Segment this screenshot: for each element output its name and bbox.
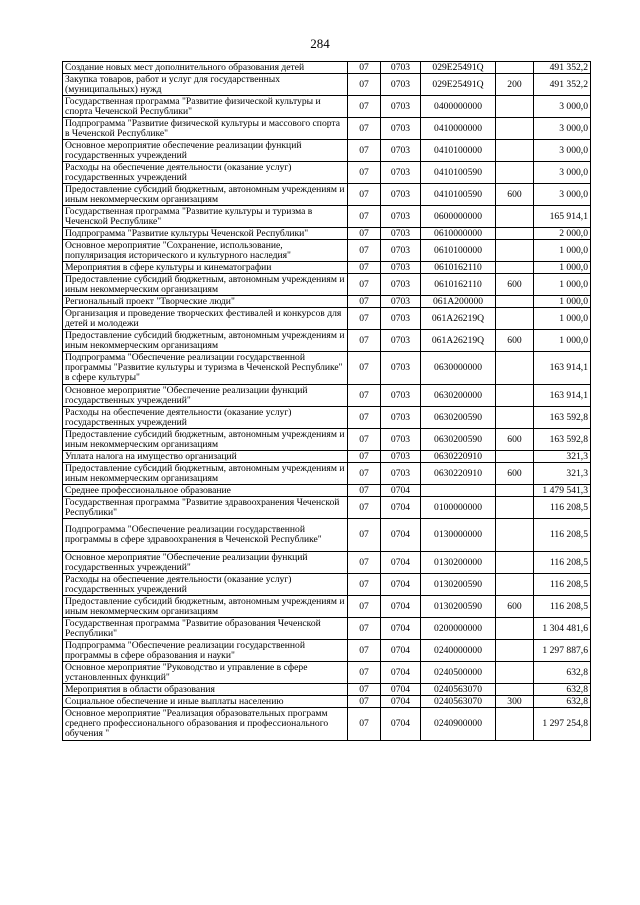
table-row bbox=[63, 330, 591, 352]
table-row bbox=[63, 407, 591, 429]
row-subsection-cell: 0703 bbox=[381, 206, 421, 228]
row-amount-cell: 1 000,0 bbox=[534, 262, 591, 274]
row-section-cell: 07 bbox=[348, 552, 381, 574]
row-expense-type-cell bbox=[496, 684, 534, 696]
table-row bbox=[63, 184, 591, 206]
row-expense-type-cell bbox=[496, 708, 534, 741]
row-expense-type-cell bbox=[496, 140, 534, 162]
row-amount-cell: 491 352,2 bbox=[534, 62, 591, 74]
row-name-cell: Основное мероприятие "Обеспечение реализации функций государственных учреждений" bbox=[63, 552, 348, 574]
row-name-cell: Закупка товаров, работ и услуг для государственных (муниципальных) нужд bbox=[63, 74, 348, 96]
table-row bbox=[63, 74, 591, 96]
row-target-article-cell: 0130000000 bbox=[421, 519, 496, 552]
budget-table-body bbox=[63, 62, 591, 741]
row-section-cell: 07 bbox=[348, 352, 381, 385]
row-section-cell: 07 bbox=[348, 497, 381, 519]
row-subsection-cell: 0703 bbox=[381, 62, 421, 74]
row-name-cell: Основное мероприятие обеспечение реализации функций государственных учреждений bbox=[63, 140, 348, 162]
row-subsection-cell: 0704 bbox=[381, 640, 421, 662]
row-section-cell: 07 bbox=[348, 407, 381, 429]
row-expense-type-cell bbox=[496, 296, 534, 308]
row-expense-type-cell bbox=[496, 206, 534, 228]
row-expense-type-cell bbox=[496, 618, 534, 640]
row-amount-cell: 116 208,5 bbox=[534, 519, 591, 552]
row-target-article-cell: 0130200590 bbox=[421, 596, 496, 618]
row-target-article-cell: 0410100000 bbox=[421, 140, 496, 162]
row-amount-cell: 116 208,5 bbox=[534, 574, 591, 596]
row-name-cell: Создание новых мест дополнительного образования детей bbox=[63, 62, 348, 74]
row-subsection-cell: 0704 bbox=[381, 552, 421, 574]
row-amount-cell: 1 297 887,6 bbox=[534, 640, 591, 662]
row-subsection-cell: 0703 bbox=[381, 96, 421, 118]
row-subsection-cell: 0704 bbox=[381, 485, 421, 497]
row-subsection-cell: 0703 bbox=[381, 118, 421, 140]
row-name-cell: Предоставление субсидий бюджетным, автономным учреждениям и иным некоммерческим организациям bbox=[63, 330, 348, 352]
row-target-article-cell bbox=[421, 485, 496, 497]
row-expense-type-cell bbox=[496, 96, 534, 118]
row-name-cell: Подпрограмма "Развитие физической культуры и массового спорта в Чеченской Республике" bbox=[63, 118, 348, 140]
row-name-cell: Предоставление субсидий бюджетным, автономным учреждениям и иным некоммерческим организациям bbox=[63, 463, 348, 485]
table-row bbox=[63, 308, 591, 330]
row-name-cell: Среднее профессиональное образование bbox=[63, 485, 348, 497]
row-section-cell: 07 bbox=[348, 62, 381, 74]
row-expense-type-cell bbox=[496, 574, 534, 596]
row-subsection-cell: 0703 bbox=[381, 228, 421, 240]
row-amount-cell: 163 914,1 bbox=[534, 352, 591, 385]
row-expense-type-cell bbox=[496, 497, 534, 519]
row-target-article-cell: 029E25491Q bbox=[421, 74, 496, 96]
table-row bbox=[63, 662, 591, 684]
table-row bbox=[63, 696, 591, 708]
table-row bbox=[63, 385, 591, 407]
page-number: 284 bbox=[310, 36, 330, 51]
row-amount-cell: 1 297 254,8 bbox=[534, 708, 591, 741]
table-row bbox=[63, 618, 591, 640]
row-name-cell: Предоставление субсидий бюджетным, автономным учреждениям и иным некоммерческим организациям bbox=[63, 274, 348, 296]
row-expense-type-cell bbox=[496, 352, 534, 385]
row-amount-cell: 1 000,0 bbox=[534, 240, 591, 262]
row-expense-type-cell: 600 bbox=[496, 463, 534, 485]
row-subsection-cell: 0703 bbox=[381, 429, 421, 451]
row-expense-type-cell: 600 bbox=[496, 330, 534, 352]
row-section-cell: 07 bbox=[348, 118, 381, 140]
row-amount-cell: 3 000,0 bbox=[534, 184, 591, 206]
row-subsection-cell: 0703 bbox=[381, 140, 421, 162]
row-name-cell: Подпрограмма "Обеспечение реализации государственной программы в сфере здравоохранения в Чеченской Республике" bbox=[63, 519, 348, 552]
row-amount-cell: 1 000,0 bbox=[534, 296, 591, 308]
row-expense-type-cell bbox=[496, 407, 534, 429]
row-expense-type-cell bbox=[496, 485, 534, 497]
row-target-article-cell: 0240000000 bbox=[421, 640, 496, 662]
row-expense-type-cell bbox=[496, 118, 534, 140]
row-subsection-cell: 0704 bbox=[381, 497, 421, 519]
row-section-cell: 07 bbox=[348, 308, 381, 330]
table-row bbox=[63, 162, 591, 184]
table-row bbox=[63, 206, 591, 228]
row-target-article-cell: 061A26219Q bbox=[421, 330, 496, 352]
row-subsection-cell: 0703 bbox=[381, 451, 421, 463]
row-subsection-cell: 0703 bbox=[381, 262, 421, 274]
row-target-article-cell: 0630200590 bbox=[421, 407, 496, 429]
row-amount-cell: 632,8 bbox=[534, 662, 591, 684]
row-subsection-cell: 0703 bbox=[381, 162, 421, 184]
row-section-cell: 07 bbox=[348, 662, 381, 684]
table-row bbox=[63, 574, 591, 596]
row-amount-cell: 1 000,0 bbox=[534, 330, 591, 352]
row-section-cell: 07 bbox=[348, 696, 381, 708]
row-section-cell: 07 bbox=[348, 684, 381, 696]
row-name-cell: Мероприятия в области образования bbox=[63, 684, 348, 696]
row-amount-cell: 3 000,0 bbox=[534, 140, 591, 162]
row-subsection-cell: 0703 bbox=[381, 330, 421, 352]
row-target-article-cell: 0240500000 bbox=[421, 662, 496, 684]
table-row bbox=[63, 463, 591, 485]
row-section-cell: 07 bbox=[348, 330, 381, 352]
row-subsection-cell: 0703 bbox=[381, 240, 421, 262]
row-subsection-cell: 0704 bbox=[381, 662, 421, 684]
table-row bbox=[63, 451, 591, 463]
row-expense-type-cell bbox=[496, 308, 534, 330]
row-expense-type-cell: 600 bbox=[496, 429, 534, 451]
table-row bbox=[63, 552, 591, 574]
row-subsection-cell: 0703 bbox=[381, 184, 421, 206]
row-subsection-cell: 0703 bbox=[381, 74, 421, 96]
row-subsection-cell: 0704 bbox=[381, 684, 421, 696]
row-name-cell: Предоставление субсидий бюджетным, автономным учреждениям и иным некоммерческим организациям bbox=[63, 596, 348, 618]
row-section-cell: 07 bbox=[348, 262, 381, 274]
row-name-cell: Подпрограмма "Обеспечение реализации государственной программы "Развитие культуры и туризма в Чеченской Республике" в сфере культуры" bbox=[63, 352, 348, 385]
row-name-cell: Организация и проведение творческих фестивалей и конкурсов для детей и молодежи bbox=[63, 308, 348, 330]
row-target-article-cell: 0630000000 bbox=[421, 352, 496, 385]
row-amount-cell: 1 304 481,6 bbox=[534, 618, 591, 640]
row-target-article-cell: 0630220910 bbox=[421, 463, 496, 485]
row-expense-type-cell bbox=[496, 228, 534, 240]
row-amount-cell: 116 208,5 bbox=[534, 552, 591, 574]
row-name-cell: Государственная программа "Развитие образования Чеченской Республики" bbox=[63, 618, 348, 640]
table-row bbox=[63, 274, 591, 296]
table-row bbox=[63, 240, 591, 262]
row-amount-cell: 116 208,5 bbox=[534, 596, 591, 618]
row-expense-type-cell: 600 bbox=[496, 596, 534, 618]
row-name-cell: Мероприятия в сфере культуры и кинематографии bbox=[63, 262, 348, 274]
table-row bbox=[63, 684, 591, 696]
row-name-cell: Расходы на обеспечение деятельности (оказание услуг) государственных учреждений bbox=[63, 162, 348, 184]
row-subsection-cell: 0704 bbox=[381, 708, 421, 741]
row-name-cell: Основное мероприятие "Обеспечение реализации функций государственных учреждений" bbox=[63, 385, 348, 407]
row-amount-cell: 1 479 541,3 bbox=[534, 485, 591, 497]
row-target-article-cell: 0600000000 bbox=[421, 206, 496, 228]
row-subsection-cell: 0703 bbox=[381, 385, 421, 407]
row-expense-type-cell bbox=[496, 640, 534, 662]
row-section-cell: 07 bbox=[348, 596, 381, 618]
row-expense-type-cell bbox=[496, 240, 534, 262]
row-section-cell: 07 bbox=[348, 228, 381, 240]
table-row bbox=[63, 519, 591, 552]
row-name-cell: Основное мероприятие "Сохранение, использование, популяризация исторического и культурного наследия" bbox=[63, 240, 348, 262]
row-target-article-cell: 061A200000 bbox=[421, 296, 496, 308]
row-expense-type-cell bbox=[496, 62, 534, 74]
row-subsection-cell: 0703 bbox=[381, 296, 421, 308]
row-section-cell: 07 bbox=[348, 574, 381, 596]
row-target-article-cell: 0610000000 bbox=[421, 228, 496, 240]
row-target-article-cell: 0400000000 bbox=[421, 96, 496, 118]
row-target-article-cell: 0100000000 bbox=[421, 497, 496, 519]
row-expense-type-cell: 600 bbox=[496, 274, 534, 296]
row-expense-type-cell bbox=[496, 519, 534, 552]
row-expense-type-cell: 200 bbox=[496, 74, 534, 96]
row-amount-cell: 2 000,0 bbox=[534, 228, 591, 240]
table-row bbox=[63, 140, 591, 162]
row-target-article-cell: 0410000000 bbox=[421, 118, 496, 140]
row-section-cell: 07 bbox=[348, 74, 381, 96]
row-target-article-cell: 0630220910 bbox=[421, 451, 496, 463]
row-name-cell: Основное мероприятие "Руководство и управление в сфере установленных функций" bbox=[63, 662, 348, 684]
row-subsection-cell: 0704 bbox=[381, 618, 421, 640]
row-subsection-cell: 0703 bbox=[381, 352, 421, 385]
row-section-cell: 07 bbox=[348, 429, 381, 451]
row-amount-cell: 632,8 bbox=[534, 696, 591, 708]
row-name-cell: Уплата налога на имущество организаций bbox=[63, 451, 348, 463]
row-section-cell: 07 bbox=[348, 240, 381, 262]
row-expense-type-cell bbox=[496, 262, 534, 274]
row-subsection-cell: 0703 bbox=[381, 308, 421, 330]
row-name-cell: Региональный проект "Творческие люди" bbox=[63, 296, 348, 308]
row-name-cell: Предоставление субсидий бюджетным, автономным учреждениям и иным некоммерческим организациям bbox=[63, 429, 348, 451]
row-section-cell: 07 bbox=[348, 640, 381, 662]
row-subsection-cell: 0704 bbox=[381, 574, 421, 596]
row-name-cell: Подпрограмма "Обеспечение реализации государственной программы в сфере образования и науки" bbox=[63, 640, 348, 662]
row-amount-cell: 632,8 bbox=[534, 684, 591, 696]
row-subsection-cell: 0703 bbox=[381, 407, 421, 429]
table-row bbox=[63, 485, 591, 497]
row-amount-cell: 163 592,8 bbox=[534, 429, 591, 451]
row-expense-type-cell bbox=[496, 162, 534, 184]
row-target-article-cell: 0130200000 bbox=[421, 552, 496, 574]
row-section-cell: 07 bbox=[348, 274, 381, 296]
row-section-cell: 07 bbox=[348, 451, 381, 463]
row-target-article-cell: 0610162110 bbox=[421, 274, 496, 296]
row-section-cell: 07 bbox=[348, 708, 381, 741]
table-row bbox=[63, 497, 591, 519]
row-target-article-cell: 0240900000 bbox=[421, 708, 496, 741]
row-expense-type-cell: 600 bbox=[496, 184, 534, 206]
row-subsection-cell: 0704 bbox=[381, 696, 421, 708]
table-row bbox=[63, 640, 591, 662]
row-expense-type-cell: 300 bbox=[496, 696, 534, 708]
row-section-cell: 07 bbox=[348, 206, 381, 228]
row-amount-cell: 491 352,2 bbox=[534, 74, 591, 96]
row-amount-cell: 116 208,5 bbox=[534, 497, 591, 519]
row-section-cell: 07 bbox=[348, 519, 381, 552]
row-section-cell: 07 bbox=[348, 463, 381, 485]
table-row bbox=[63, 429, 591, 451]
row-amount-cell: 3 000,0 bbox=[534, 118, 591, 140]
row-name-cell: Основное мероприятие "Реализация образовательных программ среднего профессионального образования и профессионального обучения " bbox=[63, 708, 348, 741]
row-target-article-cell: 061A26219Q bbox=[421, 308, 496, 330]
table-row bbox=[63, 118, 591, 140]
row-name-cell: Подпрограмма "Развитие культуры Чеченской Республики" bbox=[63, 228, 348, 240]
table-row bbox=[63, 296, 591, 308]
table-row bbox=[63, 262, 591, 274]
row-target-article-cell: 0240563070 bbox=[421, 684, 496, 696]
row-name-cell: Государственная программа "Развитие физической культуры и спорта Чеченской Республики" bbox=[63, 96, 348, 118]
table-row bbox=[63, 596, 591, 618]
row-target-article-cell: 0410100590 bbox=[421, 184, 496, 206]
row-target-article-cell: 0200000000 bbox=[421, 618, 496, 640]
row-target-article-cell: 0630200590 bbox=[421, 429, 496, 451]
row-amount-cell: 163 592,8 bbox=[534, 407, 591, 429]
row-target-article-cell: 0610100000 bbox=[421, 240, 496, 262]
row-section-cell: 07 bbox=[348, 162, 381, 184]
row-target-article-cell: 0630200000 bbox=[421, 385, 496, 407]
row-name-cell: Государственная программа "Развитие здравоохранения Чеченской Республики" bbox=[63, 497, 348, 519]
row-name-cell: Предоставление субсидий бюджетным, автономным учреждениям и иным некоммерческим организациям bbox=[63, 184, 348, 206]
row-target-article-cell: 029E25491Q bbox=[421, 62, 496, 74]
row-expense-type-cell bbox=[496, 662, 534, 684]
row-amount-cell: 3 000,0 bbox=[534, 96, 591, 118]
row-subsection-cell: 0703 bbox=[381, 463, 421, 485]
row-expense-type-cell bbox=[496, 385, 534, 407]
row-amount-cell: 163 914,1 bbox=[534, 385, 591, 407]
row-name-cell: Социальное обеспечение и иные выплаты населению bbox=[63, 696, 348, 708]
row-name-cell: Расходы на обеспечение деятельности (оказание услуг) государственных учреждений bbox=[63, 407, 348, 429]
row-target-article-cell: 0130200590 bbox=[421, 574, 496, 596]
table-row bbox=[63, 352, 591, 385]
row-section-cell: 07 bbox=[348, 140, 381, 162]
row-section-cell: 07 bbox=[348, 485, 381, 497]
row-target-article-cell: 0240563070 bbox=[421, 696, 496, 708]
table-row bbox=[63, 62, 591, 74]
row-target-article-cell: 0410100590 bbox=[421, 162, 496, 184]
row-amount-cell: 165 914,1 bbox=[534, 206, 591, 228]
row-amount-cell: 321,3 bbox=[534, 463, 591, 485]
row-amount-cell: 321,3 bbox=[534, 451, 591, 463]
row-target-article-cell: 0610162110 bbox=[421, 262, 496, 274]
row-section-cell: 07 bbox=[348, 618, 381, 640]
row-amount-cell: 1 000,0 bbox=[534, 274, 591, 296]
row-expense-type-cell bbox=[496, 451, 534, 463]
row-section-cell: 07 bbox=[348, 296, 381, 308]
row-section-cell: 07 bbox=[348, 96, 381, 118]
table-row bbox=[63, 96, 591, 118]
budget-table bbox=[62, 61, 591, 741]
row-amount-cell: 3 000,0 bbox=[534, 162, 591, 184]
row-subsection-cell: 0704 bbox=[381, 519, 421, 552]
row-subsection-cell: 0703 bbox=[381, 274, 421, 296]
row-section-cell: 07 bbox=[348, 385, 381, 407]
table-row bbox=[63, 708, 591, 741]
table-row bbox=[63, 228, 591, 240]
row-amount-cell: 1 000,0 bbox=[534, 308, 591, 330]
row-subsection-cell: 0704 bbox=[381, 596, 421, 618]
row-section-cell: 07 bbox=[348, 184, 381, 206]
row-name-cell: Государственная программа "Развитие культуры и туризма в Чеченской Республике" bbox=[63, 206, 348, 228]
row-expense-type-cell bbox=[496, 552, 534, 574]
row-name-cell: Расходы на обеспечение деятельности (оказание услуг) государственных учреждений bbox=[63, 574, 348, 596]
